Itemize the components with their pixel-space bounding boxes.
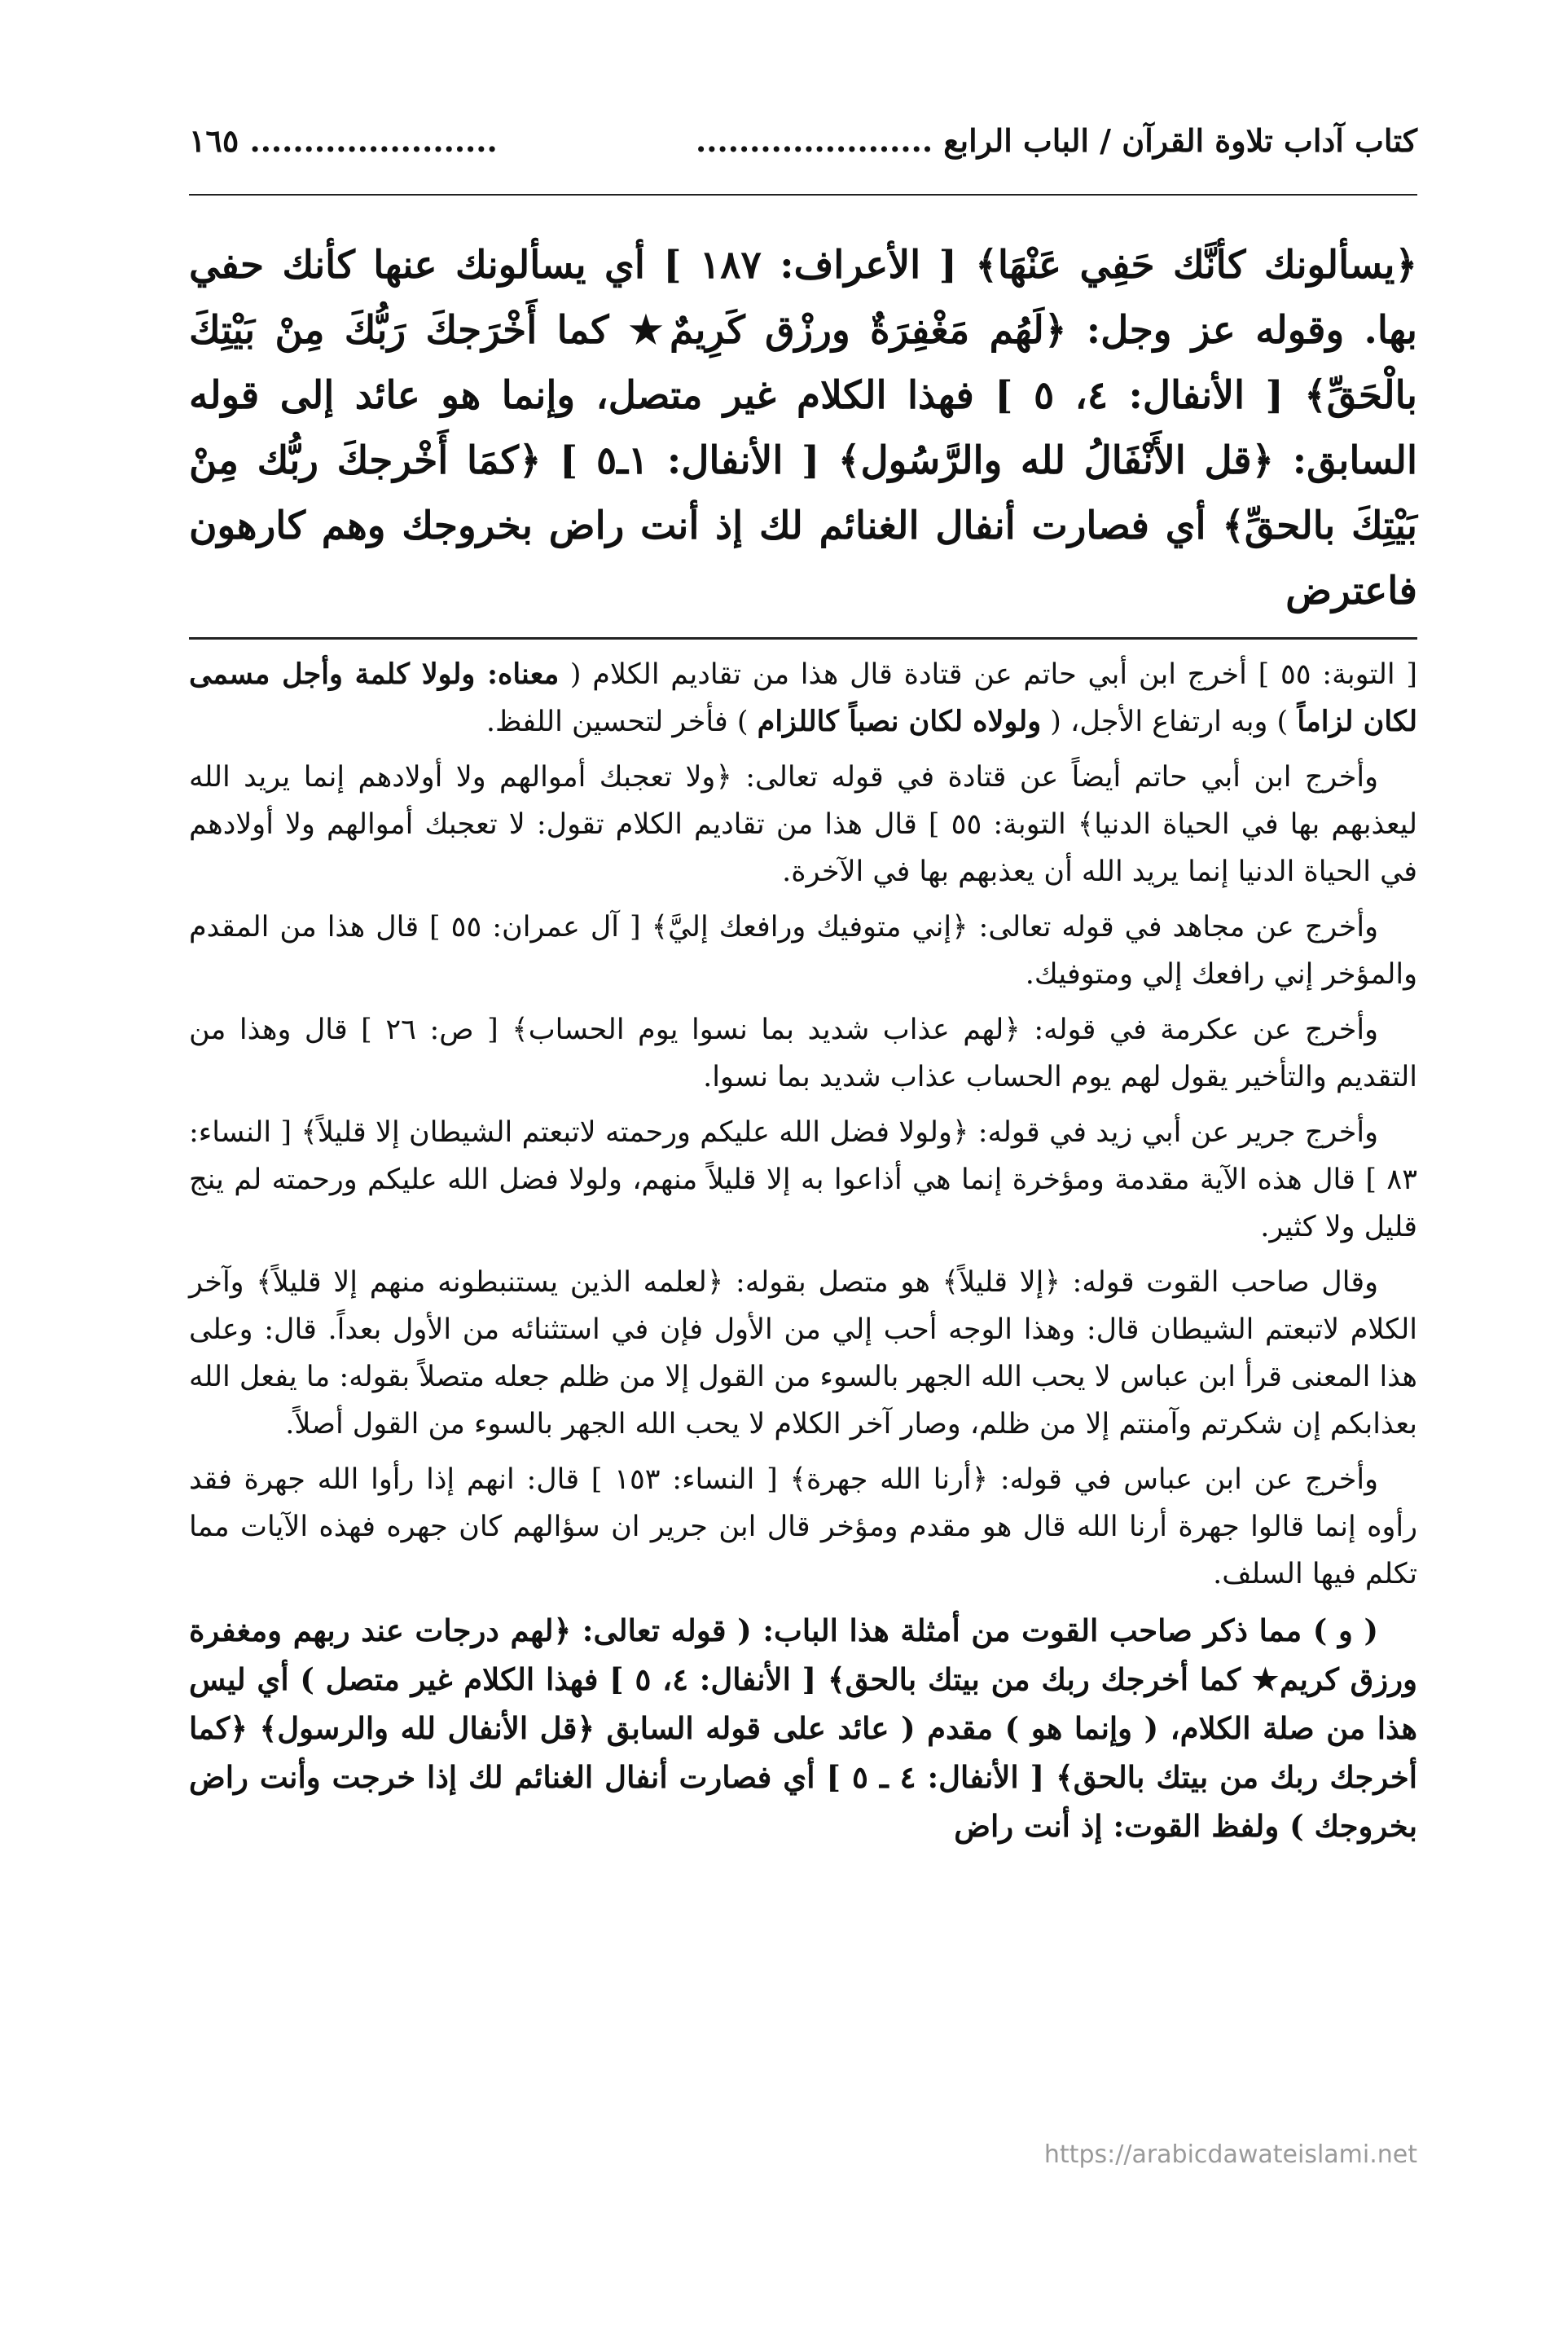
main-paragraph: ﴿يسألونك كأنَّك حَفِي عَنْهَا﴾ [ الأعراف: ١٨٧ ] أي يسألونك عنها كأنك حفي بها. وقوله عز وجل: ﴿لَهُم مَغْفِرَةٌ ورزْق كَرِيمٌ★ كما أَخْرَجكَ رَبُّكَ مِنْ بَيْتِكَ بالْحَقِّ﴾ [ الأنفال: ٤، ٥ ] فهذا الكلام غير متصل، وإنما هو عائد إلى قوله السابق: ﴿قل الأَنْفَالُ لله والرَّسُول﴾ [ الأنفال: ١ـ٥ ] ﴿كمَا أَخْرجكَ ربُّك مِنْ بَيْتِكَ بالحقِّ﴾ أي فصارت أنفال الغنائم لك إذ أنت راض بخروجك وهم كارهون فاعترض	[189, 243, 1417, 614]
note-4: وأخرج عن عكرمة في قوله: ﴿لهم عذاب شديد بما نسوا يوم الحساب﴾ [ ص: ٢٦ ] قال وهذا من التقديم والتأخير يقول لهم يوم الحساب عذاب شديد بما نسوا.	[189, 1014, 1417, 1093]
note-7: وأخرج عن ابن عباس في قوله: ﴿أرنا الله جهرة﴾ [ النساء: ١٥٣ ] قال: انهم إذا رأوا الله جهرة فقد رأوه إنما قالوا جهرة أرنا الله قال هو مقدم ومؤخر قال ابن جرير ان سؤالهم كان جهره فهذه الآيات مما تكلم فيها السلف.	[189, 1463, 1417, 1590]
header-title: كتاب آداب تلاوة القرآن / الباب الرابع ......................	[696, 122, 1417, 159]
commentary-separator	[189, 637, 1417, 640]
main-text	[189, 233, 1417, 624]
note-8: ( و ) مما ذكر صاحب القوت من أمثلة هذا الباب: ( قوله تعالى: ﴿لهم درجات عند ربهم ومغفرة ورزق كريم★ كما أخرجك ربك من بيتك بالحق﴾ [ الأنفال: ٤، ٥ ] فهذا الكلام غير متصل ) أي ليس هذا من صلة الكلام، ( وإنما هو ) مقدم ( عائد على قوله السابق ﴿قل الأنفال لله والرسول﴾ ﴿كما أخرجك ربك من بيتك بالحق﴾ [ الأنفال: ٤ ـ ٥ ] أي فصارت أنفال الغنائم لك إذا خرجت وأنت راض بخروجك ) ولفظ القوت: إذ أنت راض	[189, 1612, 1418, 1844]
note-2: وأخرج ابن أبي حاتم أيضاً عن قتادة في قوله تعالى: ﴿ولا تعجبك أموالهم ولا أولادهم إنما يريد الله ليعذبهم بها في الحياة الدنيا﴾ التوبة: ٥٥ ] قال هذا من تقاديم الكلام تقول: لا تعجبك أموالهم ولا أولادهم في الحياة الدنيا إنما يريد الله أن يعذبهم بها في الآخرة.	[189, 761, 1418, 888]
page	[189, 122, 1417, 1859]
note-6: وقال صاحب القوت قوله: ﴿إلا قليلاً﴾ هو متصل بقوله: ﴿لعلمه الذين يستنبطونه منهم إلا قليلاً﴾ وآخر الكلام لاتبعتم الشيطان قال: وهذا الوجه أحب إلي من الأول فإن في استثنائه من الأول بعداً. قال: وعلى هذا المعنى قرأ ابن عباس لا يحب الله الجهر بالسوء من القول إلا من ظلم جعله متصلاً بقوله: ما يفعل الله بعذابكم إن شكرتم وآمنتم إلا من ظلم، وصار آخر الكلام لا يحب الله الجهر بالسوء من القول أصلاً.	[189, 1266, 1417, 1441]
note-3: وأخرج عن مجاهد في قوله تعالى: ﴿إني متوفيك ورافعك إليَّ﴾ [ آل عمران: ٥٥ ] قال هذا من المقدم والمؤخر إني رافعك إلي ومتوفيك.	[189, 911, 1417, 991]
commentary	[189, 651, 1417, 1850]
running-header	[189, 122, 1417, 196]
page-number: ١٦٥ .......................	[189, 122, 498, 159]
note-1: [ التوبة: ٥٥ ] أخرج ابن أبي حاتم عن قتادة قال هذا من تقاديم الكلام ( معناه: ولولا كلمة وأجل مسمى لكان لزاماً ) وبه ارتفاع الأجل، ( ولولاه لكان نصباً كاللزام ) فأخر لتحسين اللفظ.	[189, 658, 1417, 738]
note-5: وأخرج جرير عن أبي زيد في قوله: ﴿ولولا فضل الله عليكم ورحمته لاتبعتم الشيطان إلا قليلاً﴾ [ النساء: ٨٣ ] قال هذه الآية مقدمة ومؤخرة إنما هي أذاعوا به إلا قليلاً منهم، ولولا فضل الله عليكم ورحمته لم ينج قليل ولا كثير.	[189, 1116, 1417, 1243]
watermark-url: https://arabicdawateislami.net	[1043, 2140, 1417, 2169]
